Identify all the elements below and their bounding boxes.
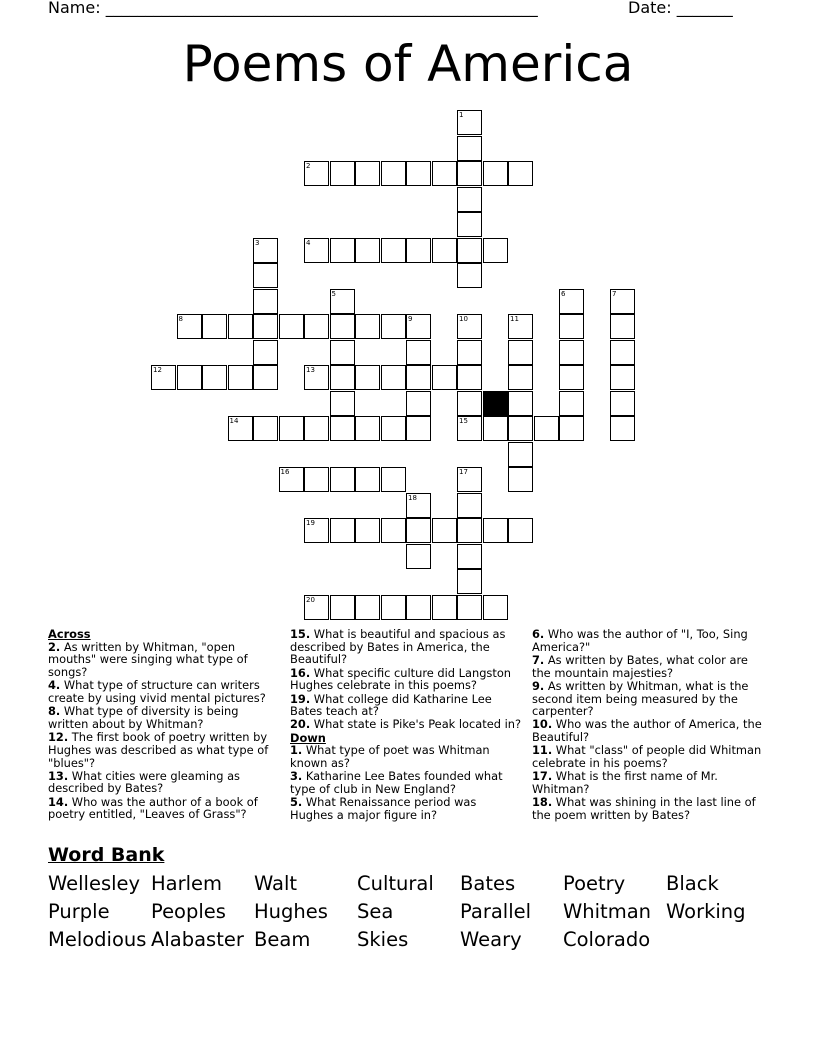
clue-item <box>48 641 276 679</box>
clue-item <box>290 628 522 666</box>
grid-cell[interactable] <box>355 595 380 620</box>
clue-text: The first book of poetry written by Hughes was described as what type of "blues"? <box>48 730 269 770</box>
grid-cell[interactable] <box>253 314 278 339</box>
word-bank-item: Poetry <box>563 872 626 895</box>
clue-number: 11 <box>510 315 519 323</box>
name-line[interactable]: ______________________________________________________ <box>105 0 538 17</box>
clue-text: What college did Katharine Lee Bates teach at? <box>290 691 492 719</box>
clue-text: Katharine Lee Bates founded what type of club in New England? <box>290 769 503 796</box>
clue-number: 4 <box>306 238 311 247</box>
word-bank-item: Peoples <box>151 900 226 923</box>
grid-cell[interactable] <box>355 518 380 543</box>
clue-text: As written by Whitman, what is the second item being measured by the carpenter? <box>532 678 749 719</box>
grid-cell[interactable] <box>483 595 508 620</box>
clue-item <box>48 705 276 730</box>
clue-item <box>48 770 276 795</box>
clue-item <box>290 693 522 718</box>
down-heading: Down <box>290 730 326 745</box>
clue-number: 18 <box>408 493 417 502</box>
clue-number: 3. <box>290 769 303 784</box>
name-label: Name: <box>48 0 106 17</box>
clue-text: What cities were gleaming as described by Bates? <box>48 768 240 796</box>
grid-cell[interactable] <box>406 340 431 365</box>
grid-cell[interactable] <box>406 314 431 339</box>
word-bank-title: Word Bank <box>48 844 165 866</box>
grid-cell[interactable] <box>381 518 406 543</box>
grid-cell[interactable] <box>559 391 584 416</box>
grid-cell[interactable] <box>253 238 278 263</box>
grid-cell[interactable] <box>304 365 329 390</box>
clue-item <box>532 628 762 653</box>
grid-cell[interactable] <box>508 391 533 416</box>
grid-cell[interactable] <box>457 136 482 161</box>
grid-cell[interactable] <box>508 314 533 339</box>
grid-cell[interactable] <box>457 161 482 186</box>
clue-number: 12. <box>48 730 69 745</box>
grid-black-cell <box>483 391 508 416</box>
grid-cell[interactable] <box>381 314 406 339</box>
clue-number: 20. <box>290 717 311 732</box>
grid-cell[interactable] <box>330 365 355 390</box>
grid-cell[interactable] <box>457 365 482 390</box>
grid-cell[interactable] <box>457 467 482 492</box>
grid-cell[interactable] <box>610 340 635 365</box>
clue-number: 17 <box>459 468 468 476</box>
clue-item <box>290 744 522 769</box>
clue-text: As written by Bates, what color are the mountain majesties? <box>532 652 748 680</box>
grid-cell[interactable] <box>228 365 253 390</box>
clue-item <box>290 770 522 795</box>
clue-text: Who was the author of "I, Too, Sing America?" <box>532 627 748 654</box>
clue-number: 6 <box>561 289 566 298</box>
grid-cell[interactable] <box>355 416 380 441</box>
grid-cell[interactable] <box>559 365 584 390</box>
clue-text: What type of diversity is being written about by Whitman? <box>48 704 239 731</box>
grid-cell[interactable] <box>355 161 380 186</box>
grid-cell[interactable] <box>610 314 635 339</box>
word-bank-item: Sea <box>357 900 394 923</box>
clue-number: 10. <box>532 717 553 732</box>
clue-number: 15 <box>459 417 468 425</box>
clue-text: What "class" of people did Whitman celebrate in his poems? <box>532 743 762 771</box>
grid-cell[interactable] <box>253 340 278 365</box>
grid-cell[interactable] <box>483 518 508 543</box>
grid-cell[interactable] <box>508 518 533 543</box>
word-bank-item: Harlem <box>151 872 223 895</box>
clue-item <box>532 654 762 679</box>
clue-number: 16. <box>290 665 311 680</box>
clues-column-3 <box>532 628 762 822</box>
grid-cell[interactable] <box>559 416 584 441</box>
clue-number: 7. <box>532 652 545 667</box>
grid-cell[interactable] <box>406 161 431 186</box>
grid-cell[interactable] <box>355 314 380 339</box>
grid-cell[interactable] <box>381 238 406 263</box>
clue-number: 17. <box>532 769 553 784</box>
clue-item <box>532 770 762 795</box>
grid-cell[interactable] <box>304 314 329 339</box>
grid-cell[interactable] <box>457 493 482 518</box>
clue-text: What is the first name of Mr. Whitman? <box>532 769 718 796</box>
grid-cell[interactable] <box>279 416 304 441</box>
word-bank-item: Black <box>666 872 719 895</box>
clue-number: 10 <box>459 315 468 323</box>
grid-cell[interactable] <box>406 238 431 263</box>
word-bank-item: Weary <box>460 928 522 951</box>
clue-number: 1 <box>459 111 464 119</box>
across-heading: Across <box>48 627 91 641</box>
grid-cell[interactable] <box>508 365 533 390</box>
word-bank-item: Working <box>666 900 746 923</box>
grid-cell[interactable] <box>483 416 508 441</box>
clue-number: 18. <box>532 795 553 810</box>
word-bank-item: Skies <box>357 928 409 951</box>
grid-cell[interactable] <box>432 518 457 543</box>
clue-item <box>48 731 276 769</box>
grid-cell[interactable] <box>330 391 355 416</box>
clue-text: Who was the author of America, the Beautiful? <box>532 717 762 745</box>
grid-cell[interactable] <box>228 416 253 441</box>
clue-text: What state is Pike's Peak located in? <box>310 717 522 732</box>
clues-column-1 <box>48 628 276 822</box>
grid-cell[interactable] <box>228 314 253 339</box>
clue-number: 8 <box>178 315 183 323</box>
clue-text: What specific culture did Langston Hughes celebrate in this poems? <box>290 665 512 693</box>
grid-cell[interactable] <box>330 416 355 441</box>
grid-cell[interactable] <box>304 161 329 186</box>
grid-cell[interactable] <box>330 238 355 263</box>
grid-cell[interactable] <box>457 238 482 263</box>
grid-cell[interactable] <box>457 340 482 365</box>
grid-cell[interactable] <box>457 595 482 620</box>
clue-number: 12 <box>153 366 162 374</box>
grid-cell[interactable] <box>406 391 431 416</box>
grid-cell[interactable] <box>432 238 457 263</box>
grid-cell[interactable] <box>177 365 202 390</box>
word-bank-item: Beam <box>254 928 311 951</box>
word-bank-item: Purple <box>48 900 110 923</box>
clue-number: 13. <box>48 768 69 783</box>
grid-cell[interactable] <box>330 467 355 492</box>
grid-cell[interactable] <box>202 365 227 390</box>
word-bank-item: Walt <box>254 872 298 895</box>
grid-cell[interactable] <box>457 544 482 569</box>
grid-cell[interactable] <box>559 289 584 314</box>
clue-item <box>290 796 522 821</box>
clue-item <box>532 744 762 769</box>
grid-cell[interactable] <box>330 314 355 339</box>
clue-number: 5 <box>331 289 336 298</box>
clue-number: 4. <box>48 678 61 693</box>
grid-cell[interactable] <box>202 314 227 339</box>
grid-cell[interactable] <box>457 263 482 288</box>
grid-cell[interactable] <box>330 340 355 365</box>
grid-cell[interactable] <box>457 569 482 594</box>
clue-number: 13 <box>306 366 315 374</box>
clue-item <box>48 796 276 821</box>
word-bank-item: Melodious <box>48 928 147 951</box>
clue-number: 19. <box>290 691 311 706</box>
grid-cell[interactable] <box>406 544 431 569</box>
grid-cell[interactable] <box>610 391 635 416</box>
grid-cell[interactable] <box>508 467 533 492</box>
grid-cell[interactable] <box>457 314 482 339</box>
clue-item <box>290 667 522 692</box>
grid-cell[interactable] <box>559 340 584 365</box>
grid-cell[interactable] <box>355 238 380 263</box>
word-bank-item: Colorado <box>563 928 651 951</box>
clue-number: 11. <box>532 743 553 758</box>
clue-text: What was shining in the last line of the poem written by Bates? <box>532 795 756 822</box>
grid-cell[interactable] <box>457 416 482 441</box>
clues-column-2 <box>290 628 522 822</box>
grid-cell[interactable] <box>330 161 355 186</box>
grid-cell[interactable] <box>432 161 457 186</box>
clue-number: 5. <box>290 795 303 810</box>
date-label: Date: <box>628 0 677 17</box>
clue-text: What type of structure can writers create by using vivid mental pictures? <box>48 678 266 706</box>
grid-cell[interactable] <box>534 416 559 441</box>
grid-cell[interactable] <box>304 416 329 441</box>
grid-cell[interactable] <box>177 314 202 339</box>
grid-cell[interactable] <box>381 416 406 441</box>
word-bank-item: Wellesley <box>48 872 141 895</box>
clue-number: 2 <box>306 162 311 170</box>
clue-item <box>48 679 276 704</box>
grid-cell[interactable] <box>304 595 329 620</box>
grid-cell[interactable] <box>432 365 457 390</box>
grid-cell[interactable] <box>610 416 635 441</box>
grid-cell[interactable] <box>279 314 304 339</box>
clue-text: What Renaissance period was Hughes a major figure in? <box>290 795 477 822</box>
word-bank-item: Whitman <box>563 900 652 923</box>
clue-number: 16 <box>280 468 290 476</box>
clue-item <box>532 680 762 718</box>
clue-number: 1. <box>290 743 303 758</box>
clue-number: 9 <box>408 315 413 323</box>
clue-text: What type of poet was Whitman known as? <box>290 743 490 771</box>
grid-cell[interactable] <box>381 161 406 186</box>
grid-cell[interactable] <box>610 365 635 390</box>
grid-cell[interactable] <box>432 595 457 620</box>
grid-cell[interactable] <box>483 161 508 186</box>
clue-number: 20 <box>306 595 315 604</box>
grid-cell[interactable] <box>330 518 355 543</box>
grid-cell[interactable] <box>304 238 329 263</box>
grid-cell[interactable] <box>406 595 431 620</box>
grid-cell[interactable] <box>559 314 584 339</box>
clue-number: 7 <box>612 289 617 298</box>
grid-cell[interactable] <box>381 467 406 492</box>
grid-cell[interactable] <box>457 212 482 237</box>
grid-cell[interactable] <box>508 340 533 365</box>
clue-number: 2. <box>48 639 61 654</box>
grid-cell[interactable] <box>508 416 533 441</box>
clue-text: What is beautiful and spacious as described by Bates in America, the Beautiful? <box>290 627 506 667</box>
word-bank-item: Hughes <box>254 900 328 923</box>
clue-number: 8. <box>48 704 61 719</box>
word-bank-item: Bates <box>460 872 516 895</box>
grid-cell[interactable] <box>381 595 406 620</box>
grid-cell[interactable] <box>330 595 355 620</box>
grid-cell[interactable] <box>610 289 635 314</box>
word-bank-item: Parallel <box>460 900 532 923</box>
grid-cell[interactable] <box>304 518 329 543</box>
page-title: Poems of America <box>182 35 634 93</box>
clue-text: Who was the author of a book of poetry entitled, "Leaves of Grass"? <box>48 794 258 822</box>
clue-text: As written by Whitman, "open mouths" were singing what type of songs? <box>48 639 248 680</box>
grid-cell[interactable] <box>457 518 482 543</box>
grid-cell[interactable] <box>508 161 533 186</box>
word-bank-item: Alabaster <box>151 928 244 951</box>
clue-item <box>290 718 522 731</box>
grid-cell[interactable] <box>406 365 431 390</box>
grid-cell[interactable] <box>508 442 533 467</box>
clue-number: 14 <box>229 417 239 425</box>
grid-cell[interactable] <box>483 238 508 263</box>
grid-cell[interactable] <box>151 365 176 390</box>
grid-cell[interactable] <box>406 416 431 441</box>
date-line[interactable]: _______ <box>676 0 733 17</box>
grid-cell[interactable] <box>355 365 380 390</box>
clue-number: 6. <box>532 627 545 641</box>
clue-number: 15. <box>290 627 311 641</box>
clue-number: 19 <box>306 519 315 527</box>
grid-cell[interactable] <box>406 518 431 543</box>
grid-cell[interactable] <box>253 416 278 441</box>
clue-number: 14. <box>48 794 69 809</box>
grid-cell[interactable] <box>406 493 431 518</box>
grid-cell[interactable] <box>330 289 355 314</box>
grid-cell[interactable] <box>355 467 380 492</box>
grid-cell[interactable] <box>304 467 329 492</box>
grid-cell[interactable] <box>253 263 278 288</box>
grid-cell[interactable] <box>457 110 482 135</box>
grid-cell[interactable] <box>253 365 278 390</box>
grid-cell[interactable] <box>253 289 278 314</box>
word-bank-item: Cultural <box>357 872 434 895</box>
clue-number: 9. <box>532 678 545 693</box>
clue-item <box>532 796 762 821</box>
grid-cell[interactable] <box>381 365 406 390</box>
grid-cell[interactable] <box>279 467 304 492</box>
grid-cell[interactable] <box>457 187 482 212</box>
clue-item <box>532 718 762 743</box>
grid-cell[interactable] <box>457 391 482 416</box>
clue-number: 3 <box>255 238 260 247</box>
